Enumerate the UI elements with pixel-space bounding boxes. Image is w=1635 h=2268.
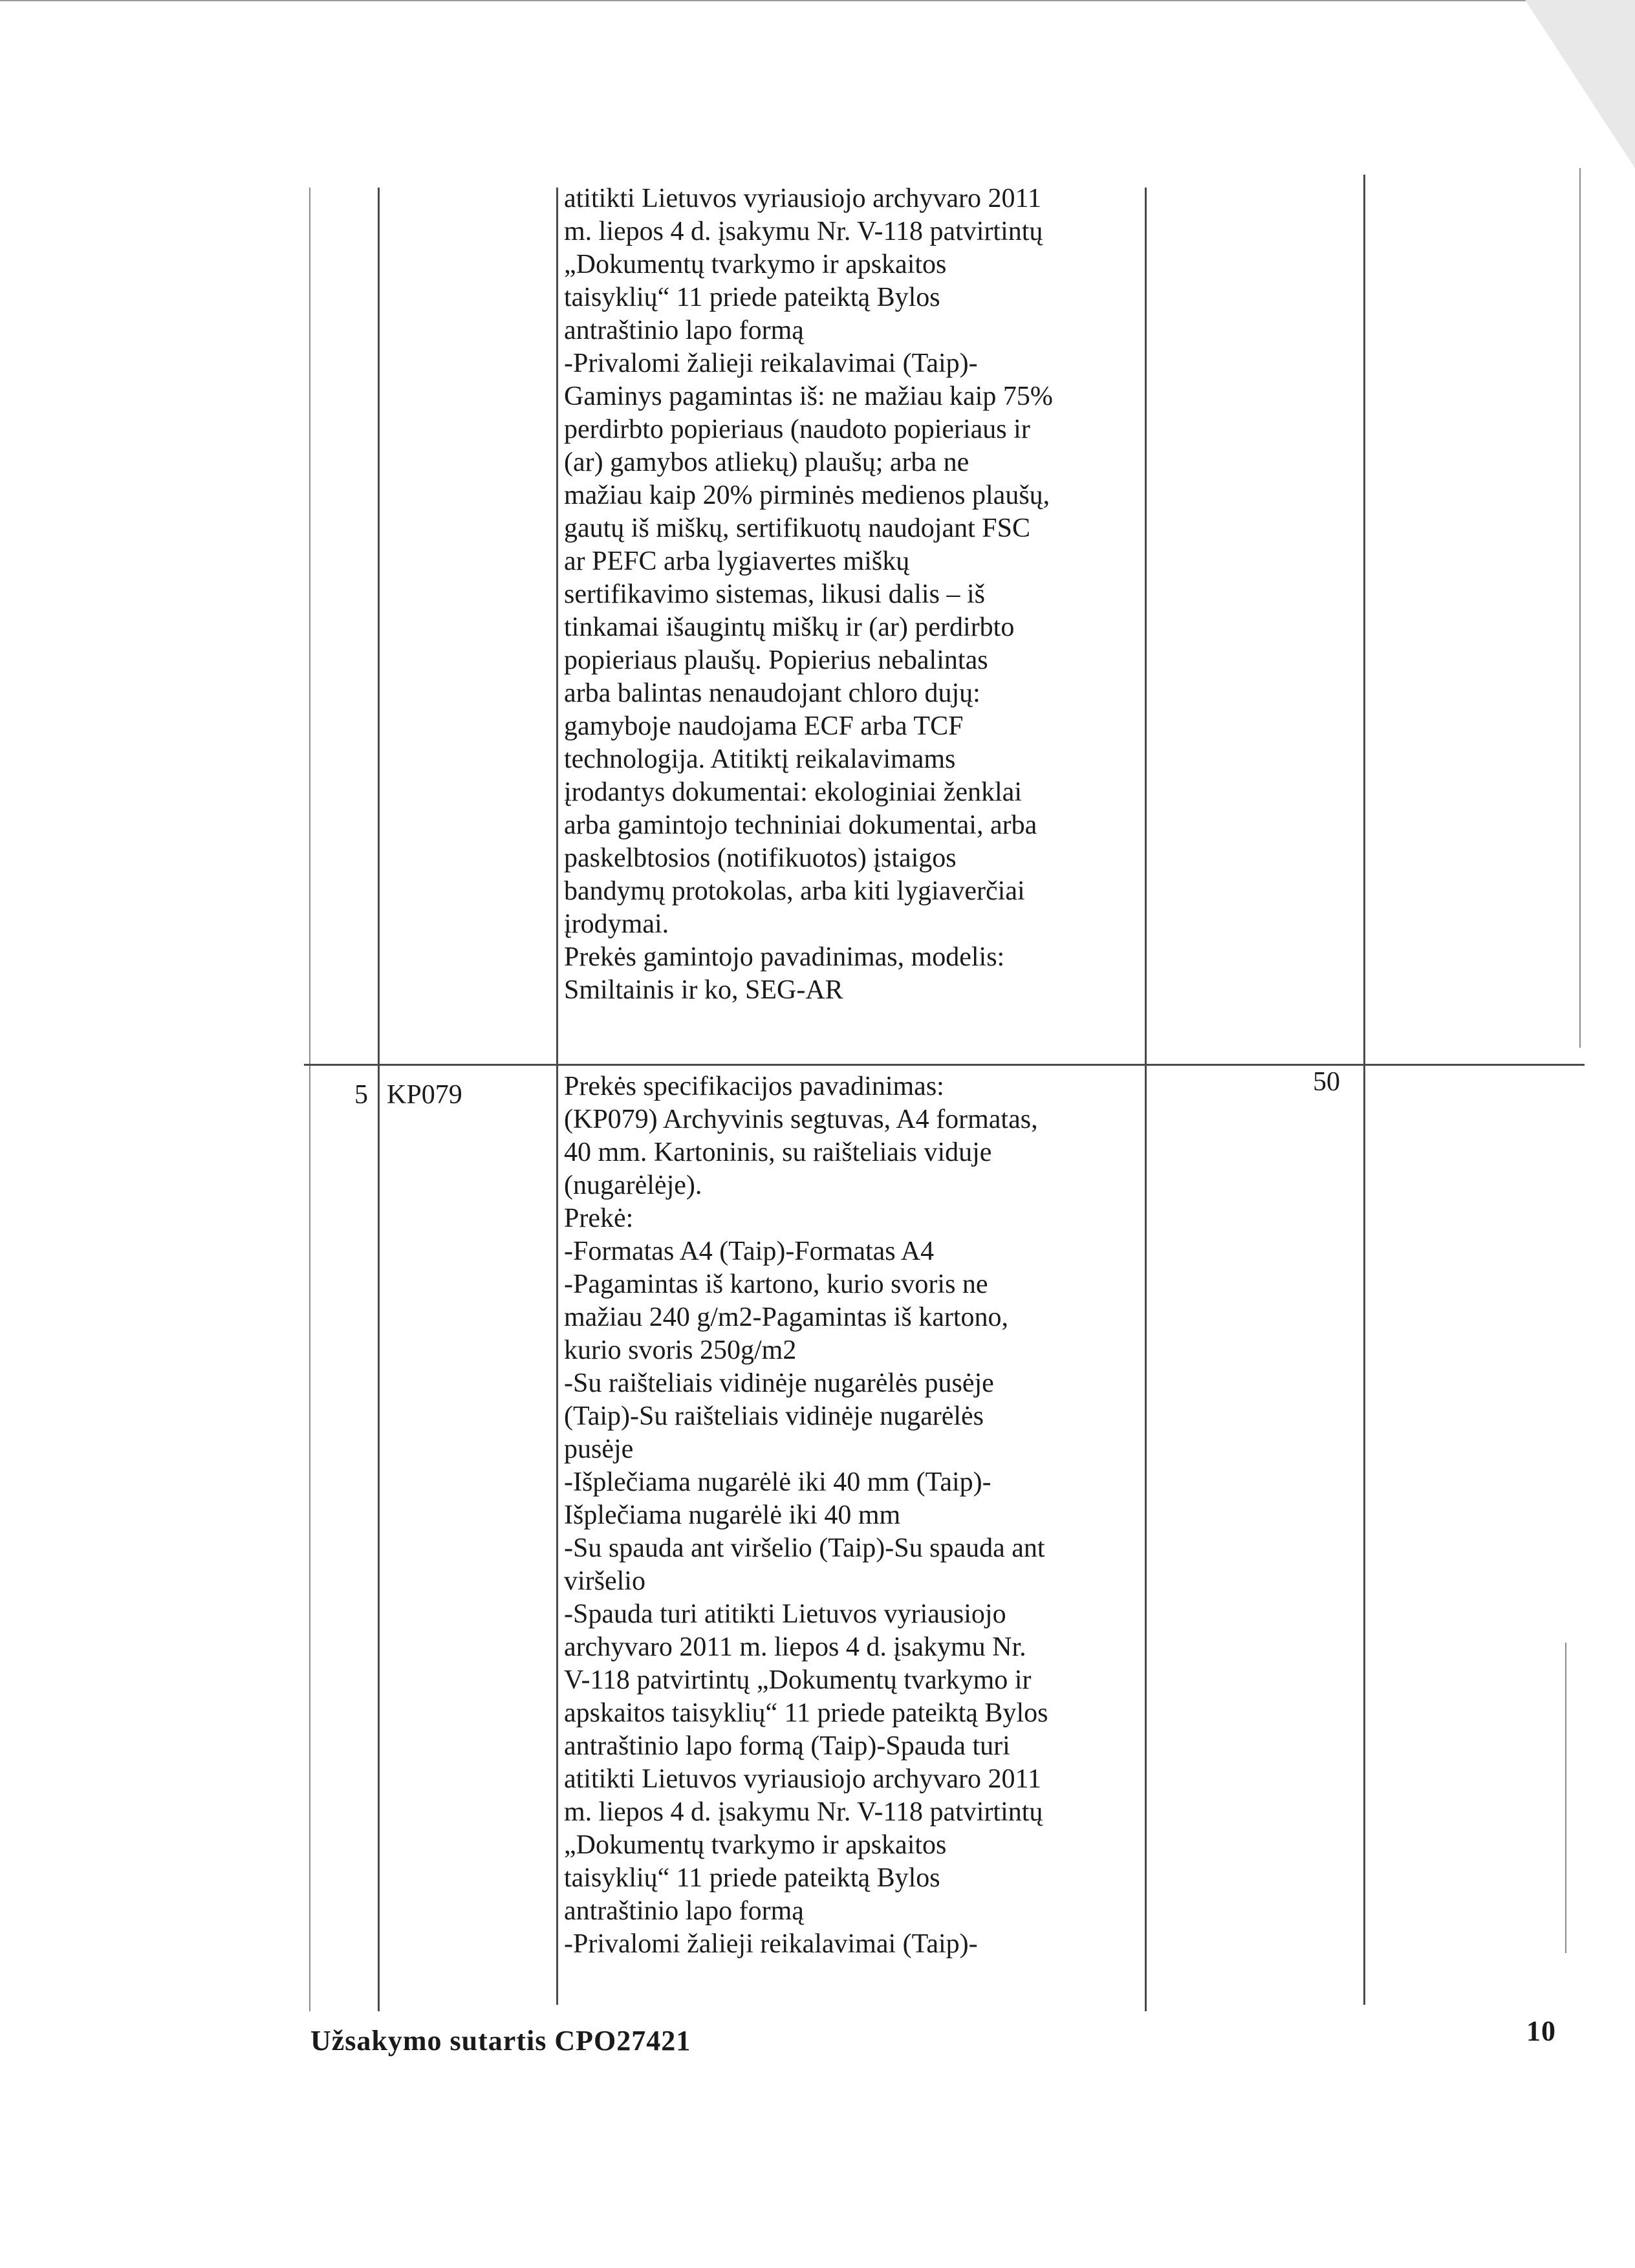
table-border-right-lower <box>1565 1643 1566 1953</box>
description-line: apskaitos taisyklių“ 11 priede pateiktą Bylos <box>564 1698 1048 1728</box>
description-line: sertifikavimo sistemas, likusi dalis – iš <box>564 579 985 609</box>
contract-label: Užsakymo sutartis CPO27421 <box>310 2025 691 2057</box>
description-line: „Dokumentų tvarkymo ir apskaitos <box>564 250 947 279</box>
description-line: perdirbto popieriaus (naudoto popieriaus ir <box>564 415 1030 444</box>
description-line: Prekė: <box>564 1204 634 1233</box>
description-line: mažiau kaip 20% pirminės medienos plaušų, <box>564 481 1050 510</box>
description-line: tinkamai išaugintų miškų ir (ar) perdirbto <box>564 612 1015 642</box>
description-line: arba gamintojo techniniai dokumentai, arba <box>564 810 1037 840</box>
description-line: -Su raišteliais vidinėje nugarėlės pusėje <box>564 1368 994 1398</box>
description-line: archyvaro 2011 m. liepos 4 d. įsakymu Nr. <box>564 1632 1026 1662</box>
description-line: antraštinio lapo formą (Taip)-Spauda turi <box>564 1731 1010 1761</box>
description-line: paskelbtosios (notifikuotos) įstaigos <box>564 843 957 873</box>
description-line: gautų iš miškų, sertifikuotų naudojant FSC <box>564 513 1030 543</box>
continued-row-description <box>564 182 1146 1007</box>
description-line: -Pagamintas iš kartono, kurio svoris ne <box>564 1269 988 1299</box>
description-line: atitikti Lietuvos vyriausiojo archyvaro 2011 <box>564 184 1041 213</box>
description-line: įrodantys dokumentai: ekologiniai ženklai <box>564 777 1022 807</box>
description-line: m. liepos 4 d. įsakymu Nr. V-118 patvirtintų <box>564 1797 1043 1827</box>
description-line: taisyklių“ 11 priede pateiktą Bylos <box>564 283 940 312</box>
description-line: Išplečiama nugarėlė iki 40 mm <box>564 1500 901 1530</box>
description-line: arba balintas nenaudojant chloro dujų: <box>564 678 980 708</box>
description-line: -Privalomi žalieji reikalavimai (Taip)- <box>564 349 978 378</box>
column-divider-quantity <box>1363 175 1365 2005</box>
description-line: (Taip)-Su raišteliais vidinėje nugarėlės <box>564 1401 984 1431</box>
row5-description <box>564 1070 1146 1961</box>
description-line: Prekės specifikacijos pavadinimas: <box>564 1072 944 1101</box>
description-line: Gaminys pagamintas iš: ne mažiau kaip 75% <box>564 382 1053 411</box>
description-line: (KP079) Archyvinis segtuvas, A4 formatas, <box>564 1105 1038 1134</box>
product-code: KP079 <box>387 1080 462 1110</box>
description-line: atitikti Lietuvos vyriausiojo archyvaro 2011 <box>564 1764 1041 1794</box>
description-line: -Išplečiama nugarėlė iki 40 mm (Taip)- <box>564 1467 991 1497</box>
description-line: įrodymai. <box>564 909 669 939</box>
description-line: kurio svoris 250g/m2 <box>564 1335 797 1365</box>
description-line: -Spauda turi atitikti Lietuvos vyriausiojo <box>564 1599 1006 1629</box>
description-line: pusėje <box>564 1434 634 1464</box>
table-border-left <box>309 188 310 2011</box>
description-line: taisyklių“ 11 priede pateiktą Bylos <box>564 1863 940 1893</box>
column-divider-number <box>378 188 380 2011</box>
column-divider-code <box>556 188 558 2005</box>
row-number: 5 <box>354 1080 368 1110</box>
description-line: technologija. Atitiktį reikalavimams <box>564 744 956 774</box>
description-line: bandymų protokolas, arba kiti lygiaverčiai <box>564 876 1025 906</box>
description-line: antraštinio lapo formą <box>564 316 804 345</box>
quantity: 50 <box>1313 1067 1340 1097</box>
description-line: m. liepos 4 d. įsakymu Nr. V-118 patvirtintų <box>564 217 1043 246</box>
description-line: „Dokumentų tvarkymo ir apskaitos <box>564 1830 947 1860</box>
description-line: ar PEFC arba lygiavertes miškų <box>564 546 910 576</box>
description-line: (ar) gamybos atliekų) plaušų; arba ne <box>564 448 969 477</box>
table-border-right <box>1579 168 1581 1048</box>
description-line: Smiltainis ir ko, SEG-AR <box>564 975 843 1005</box>
page-number: 10 <box>1526 2015 1556 2047</box>
description-line: Prekės gamintojo pavadinimas, modelis: <box>564 942 1005 972</box>
description-line: (nugarėlėje). <box>564 1171 702 1200</box>
description-line: viršelio <box>564 1566 645 1596</box>
folded-corner <box>1525 0 1635 168</box>
description-line: 40 mm. Kartoninis, su raišteliais viduje <box>564 1138 992 1167</box>
scan-edge <box>0 0 1635 1</box>
description-line: V-118 patvirtintų „Dokumentų tvarkymo ir <box>564 1665 1032 1695</box>
description-line: popieriaus plaušų. Popierius nebalintas <box>564 645 988 675</box>
row-divider <box>304 1064 1585 1066</box>
description-line: antraštinio lapo formą <box>564 1896 804 1926</box>
description-line: -Formatas A4 (Taip)-Formatas A4 <box>564 1237 935 1266</box>
description-line: -Privalomi žalieji reikalavimai (Taip)- <box>564 1929 978 1959</box>
description-line: gamyboje naudojama ECF arba TCF <box>564 711 964 741</box>
description-line: -Su spauda ant viršelio (Taip)-Su spauda ant <box>564 1533 1045 1563</box>
description-line: mažiau 240 g/m2-Pagamintas iš kartono, <box>564 1302 1009 1332</box>
